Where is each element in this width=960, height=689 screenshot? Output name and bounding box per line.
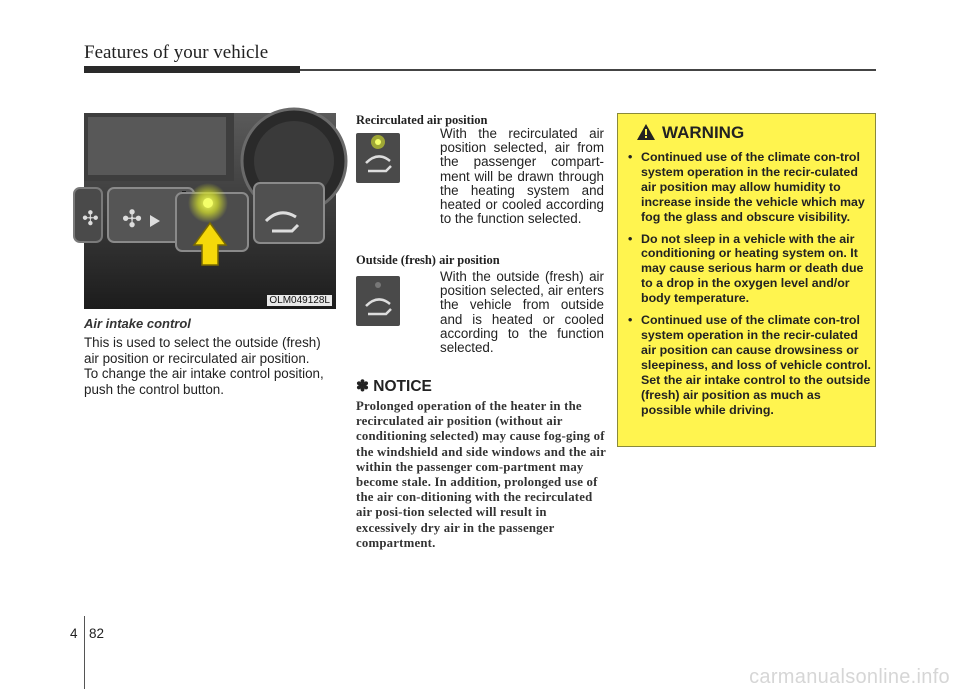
recirc-icon bbox=[356, 133, 400, 183]
warning-box bbox=[617, 113, 876, 447]
recirculated-heading: Recirculated air position bbox=[356, 113, 488, 127]
notice-text: Prolonged operation of the heater in the recirculated air position (without air conditioning selected) may cause fog-ging of the windshield and side windows and the air within the passenger com-partment may become stale. In addition, prolonged use of the air con-ditioning with the recirculated air posi-tion selected will result in excessively dry air in the passenger compartment. bbox=[356, 399, 606, 550]
warning-item: • Continued use of the climate con-trol system operation in the recir-culated air position can cause drowsiness or sleepiness, and loss of vehicle control. Set the air intake control to the outside (fresh) air position as much as possible while driving. bbox=[628, 313, 871, 417]
air-intake-subheading: Air intake control bbox=[84, 316, 191, 331]
header-rule bbox=[300, 69, 876, 71]
air-intake-para-1: This is used to select the outside (fresh) air position or recirculated air position. bbox=[84, 335, 321, 366]
warning-item: • Do not sleep in a vehicle with the air conditioning or heating system on. It may cause serious harm or death due to a drop in the oxygen level and/or body temperature. bbox=[628, 231, 864, 306]
fresh-air-icon bbox=[356, 276, 400, 326]
outside-heading: Outside (fresh) air position bbox=[356, 253, 500, 267]
warning-list bbox=[626, 150, 871, 424]
svg-text:✣: ✣ bbox=[122, 206, 143, 233]
recirculated-text: With the recirculated air position selected, air from the passenger compart-ment will be drawn through the heating system and heated or cooled according to the function selected. bbox=[440, 126, 604, 227]
page-number: 82 bbox=[89, 626, 105, 641]
chapter-number: 4 bbox=[70, 626, 78, 641]
footer-divider bbox=[84, 616, 85, 689]
warning-triangle-icon bbox=[636, 123, 656, 141]
climate-control-photo bbox=[84, 113, 336, 309]
outside-button-icon bbox=[356, 276, 400, 326]
warning-item: • Continued use of the climate con-trol system operation in the recir-culated air position may allow humidity to increase inside the vehicle which may fog the glass and obscure visibility. bbox=[628, 150, 865, 224]
watermark: carmanualsonline.info bbox=[749, 666, 950, 688]
figure-caption: OLM049128L bbox=[269, 295, 330, 306]
outside-text: With the outside (fresh) air position selected, air enters the vehicle from outside and is heated or cooled according to the function selected. bbox=[440, 269, 604, 356]
bullet-icon: • bbox=[628, 231, 633, 246]
climate-panel-illustration bbox=[84, 113, 336, 309]
svg-text:✣: ✣ bbox=[82, 208, 99, 230]
notice-heading: ✽ NOTICE bbox=[356, 378, 432, 395]
warning-title: WARNING bbox=[662, 123, 745, 142]
page-header-title: Features of your vehicle bbox=[84, 42, 269, 63]
bullet-icon: • bbox=[628, 150, 633, 164]
bullet-icon: • bbox=[628, 313, 633, 328]
air-intake-para-2: To change the air intake control position, push the control button. bbox=[84, 366, 324, 397]
recirculated-button-icon bbox=[356, 133, 400, 183]
header-bar bbox=[84, 66, 300, 73]
